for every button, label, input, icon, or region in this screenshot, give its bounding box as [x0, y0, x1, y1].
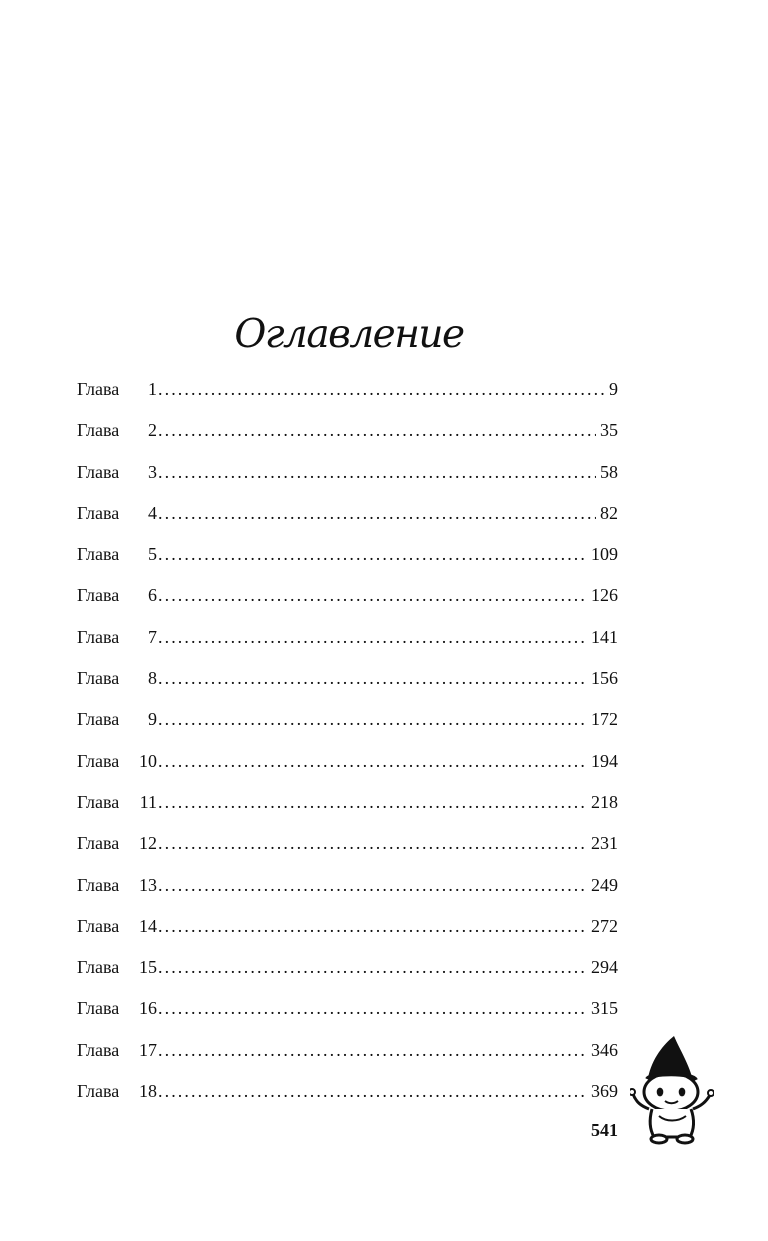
dot-leader	[157, 626, 587, 648]
chapter-page-number: 272	[591, 915, 618, 936]
dot-leader	[157, 874, 587, 896]
dot-leader	[157, 750, 587, 772]
chapter-label: Глава	[77, 915, 120, 936]
chapter-label: Глава	[77, 585, 120, 606]
gnome-illustration-icon	[630, 1036, 714, 1146]
toc-row-chapter-7	[77, 626, 618, 667]
dot-leader	[157, 708, 587, 730]
dot-leader	[157, 502, 596, 524]
toc-row-chapter-11	[77, 791, 618, 832]
toc-row-chapter-17	[77, 1039, 618, 1080]
chapter-label: Глава	[77, 709, 120, 730]
chapter-number: 2	[148, 420, 157, 441]
chapter-page-number: 194	[591, 750, 618, 771]
toc-row-chapter-13	[77, 874, 618, 915]
page-number: 541	[591, 1120, 618, 1140]
chapter-number: 7	[148, 626, 157, 647]
chapter-number: 15	[139, 957, 157, 978]
toc-row-chapter-18	[77, 1080, 618, 1121]
dot-leader	[157, 915, 587, 937]
toc-row-chapter-14	[77, 915, 618, 956]
chapter-page-number: 9	[609, 379, 618, 399]
toc-row-chapter-9	[77, 708, 618, 749]
chapter-page-number: 82	[600, 502, 618, 523]
chapter-label: Глава	[77, 998, 120, 1019]
chapter-number: 16	[139, 998, 157, 1019]
chapter-page-number: 126	[591, 585, 618, 606]
chapter-page-number: 249	[591, 874, 618, 895]
chapter-number: 3	[148, 461, 157, 482]
dot-leader	[157, 543, 587, 565]
chapter-label: Глава	[77, 461, 120, 482]
toc-row-chapter-16	[77, 997, 618, 1038]
chapter-label: Глава	[77, 544, 120, 565]
table-of-contents	[77, 378, 618, 1121]
chapter-number: 14	[139, 915, 157, 936]
dot-leader	[157, 997, 587, 1019]
chapter-page-number: 172	[591, 709, 618, 730]
toc-row-chapter-1	[77, 378, 618, 419]
chapter-number: 17	[139, 1039, 157, 1060]
chapter-label: Глава	[77, 626, 120, 647]
chapter-number: 1	[148, 379, 157, 399]
chapter-number: 5	[148, 544, 157, 565]
dot-leader	[157, 1080, 587, 1102]
chapter-label: Глава	[77, 833, 120, 854]
chapter-number: 18	[139, 1081, 157, 1102]
toc-row-chapter-15	[77, 956, 618, 997]
chapter-label: Глава	[77, 750, 120, 771]
chapter-page-number: 35	[600, 420, 618, 441]
chapter-page-number: 369	[591, 1081, 618, 1102]
chapter-number: 8	[148, 668, 157, 689]
chapter-label: Глава	[77, 1081, 120, 1102]
page-title: Оглавление	[234, 312, 464, 357]
chapter-label: Глава	[77, 502, 120, 523]
toc-row-chapter-4	[77, 502, 618, 543]
toc-row-chapter-12	[77, 832, 618, 873]
chapter-page-number: 294	[591, 957, 618, 978]
chapter-page-number: 315	[591, 998, 618, 1019]
toc-row-chapter-8	[77, 667, 618, 708]
chapter-label: Глава	[77, 791, 120, 812]
chapter-page-number: 231	[591, 833, 618, 854]
chapter-page-number: 141	[591, 626, 618, 647]
chapter-number: 11	[139, 791, 157, 812]
chapter-page-number: 58	[600, 461, 618, 482]
chapter-label: Глава	[77, 379, 120, 399]
chapter-number: 10	[139, 750, 157, 771]
dot-leader	[157, 461, 596, 483]
chapter-label: Глава	[77, 1039, 120, 1060]
chapter-number: 13	[139, 874, 157, 895]
dot-leader	[157, 667, 587, 689]
chapter-number: 4	[148, 502, 157, 523]
chapter-label: Глава	[77, 957, 120, 978]
chapter-page-number: 218	[591, 791, 618, 812]
dot-leader	[157, 419, 596, 441]
chapter-page-number: 109	[591, 544, 618, 565]
toc-row-chapter-2	[77, 419, 618, 460]
dot-leader	[157, 584, 587, 606]
toc-row-chapter-3	[77, 461, 618, 502]
toc-row-chapter-5	[77, 543, 618, 584]
dot-leader	[157, 791, 587, 813]
dot-leader	[157, 832, 587, 854]
chapter-label: Глава	[77, 874, 120, 895]
chapter-page-number: 156	[591, 668, 618, 689]
chapter-page-number: 346	[591, 1039, 618, 1060]
dot-leader	[157, 378, 605, 400]
dot-leader	[157, 956, 587, 978]
dot-leader	[157, 1039, 587, 1061]
toc-row-chapter-10	[77, 750, 618, 791]
toc-row-chapter-6	[77, 584, 618, 625]
chapter-number: 9	[148, 709, 157, 730]
chapter-number: 6	[148, 585, 157, 606]
chapter-label: Глава	[77, 420, 120, 441]
chapter-number: 12	[139, 833, 157, 854]
chapter-label: Глава	[77, 668, 120, 689]
